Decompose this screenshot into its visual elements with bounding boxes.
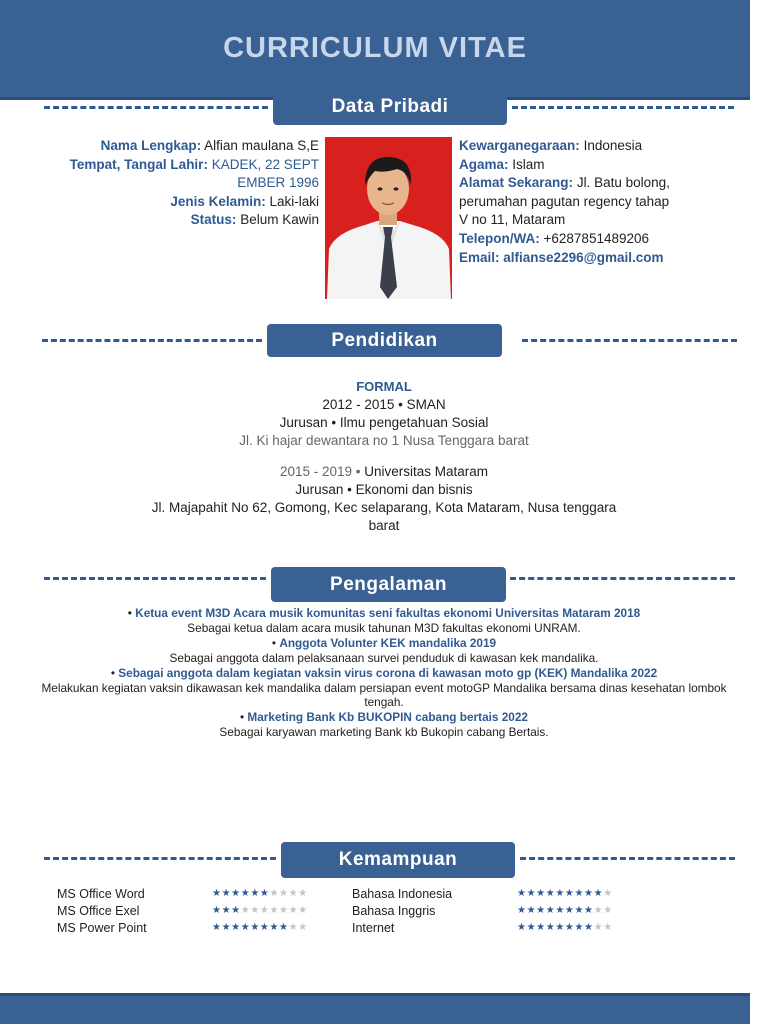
star-filled-icon: ★ [212, 888, 222, 899]
star-filled-icon: ★ [221, 904, 232, 916]
email-value[interactable]: alfianse2296@gmail.com [503, 249, 664, 265]
star-filled-icon: ★ [517, 921, 527, 933]
gender-value: Laki-laki [269, 193, 319, 209]
star-filled-icon: ★ [584, 888, 594, 899]
star-empty-icon: ★ [298, 921, 308, 933]
skill-name: MS Power Point [57, 920, 147, 935]
star-filled-icon: ★ [555, 888, 565, 899]
star-filled-icon: ★ [279, 921, 289, 933]
school2-address: Jl. Majapahit No 62, Gomong, Kec selaparang, Kota Mataram, Nusa tenggara [151, 500, 617, 515]
experience-title: Sebagai anggota dalam kegiatan vaksin virus corona di kawasan moto gp (KEK) Mandalika 2022 [118, 665, 658, 680]
nationality-value: Indonesia [583, 138, 643, 153]
divider-right [512, 106, 734, 109]
star-filled-icon: ★ [526, 888, 537, 899]
skills-right-ratings [517, 886, 647, 936]
email-label: Email: [459, 249, 500, 265]
divider-left [42, 339, 262, 342]
divider-left [44, 106, 268, 109]
email-row [459, 249, 744, 268]
address-value: Jl. Batu bolong, [576, 175, 670, 191]
star-empty-icon: ★ [603, 888, 613, 899]
profile-photo [325, 137, 452, 299]
skills-right-names [352, 886, 512, 936]
address-value-line3: V no 11, Mataram [459, 212, 566, 228]
birth-value: KADEK, 22 SEPT [211, 156, 319, 172]
formal-label: FORMAL [356, 379, 412, 394]
star-filled-icon: ★ [526, 904, 537, 916]
star-filled-icon: ★ [564, 921, 575, 933]
divider-right [510, 577, 735, 580]
section-title-personal: Data Pribadi [273, 89, 507, 125]
phone-value: +6287851489206 [543, 230, 650, 246]
star-filled-icon: ★ [574, 904, 585, 916]
star-filled-icon: ★ [574, 921, 585, 933]
star-empty-icon: ★ [288, 888, 299, 899]
skill-name: Internet [352, 920, 395, 935]
birth-value-cont: EMBER 1996 [237, 175, 319, 191]
skill-name: Bahasa Indonesia [352, 887, 453, 901]
school2-major: Jurusan • Ekonomi dan bisnis [295, 482, 473, 497]
experience-item: • Marketing Bank Kb BUKOPIN cabang bertais 2022 [239, 710, 528, 725]
skills-left-ratings [212, 886, 342, 936]
personal-info-left [40, 137, 319, 230]
star-empty-icon: ★ [279, 888, 289, 899]
divider-left [44, 577, 266, 580]
skill-name: Bahasa Inggris [352, 903, 436, 918]
star-empty-icon: ★ [288, 921, 299, 933]
skill-rating [517, 886, 647, 903]
star-filled-icon: ★ [231, 921, 241, 933]
star-filled-icon: ★ [517, 904, 527, 916]
experience-item: • Sebagai anggota dalam kegiatan vaksin virus corona di kawasan moto gp (KEK) Mandalika 2022 [110, 665, 658, 680]
experience-desc: Sebagai ketua dalam acara musik tahunan M3D fakultas ekonomi UNRAM. [187, 620, 581, 635]
nationality-label: Kewarganegaraan: [459, 138, 580, 153]
skill-rating [517, 903, 647, 920]
school2-years: 2015 - 2019 • [279, 464, 361, 479]
star-filled-icon: ★ [259, 888, 270, 899]
birth-row [40, 156, 319, 175]
star-empty-icon: ★ [288, 904, 299, 916]
experience-item: • Anggota Volunter KEK mandalika 2019 [271, 635, 497, 650]
star-filled-icon: ★ [231, 904, 241, 916]
footer-banner [0, 993, 750, 1024]
gender-label: Jenis Kelamin: [170, 193, 266, 209]
school2-header [60, 463, 708, 481]
star-filled-icon: ★ [545, 921, 556, 933]
star-empty-icon: ★ [269, 904, 280, 916]
star-filled-icon: ★ [212, 921, 222, 933]
school1-address: Jl. Ki hajar dewantara no 1 Nusa Tenggara barat [239, 433, 529, 448]
star-filled-icon: ★ [250, 921, 260, 933]
star-filled-icon: ★ [221, 921, 232, 933]
skill-rating [212, 886, 342, 903]
star-filled-icon: ★ [536, 921, 546, 933]
skill-rating [212, 903, 342, 920]
experience-desc: Sebagai karyawan marketing Bank kb Bukopin cabang Bertais. [219, 725, 549, 740]
star-empty-icon: ★ [279, 904, 289, 916]
experience-title: Marketing Bank Kb BUKOPIN cabang bertais 2022 [247, 710, 528, 725]
skill-rating [212, 920, 342, 937]
star-empty-icon: ★ [593, 921, 604, 933]
star-filled-icon: ★ [269, 921, 280, 933]
skills-left-names [57, 886, 207, 936]
star-empty-icon: ★ [269, 888, 280, 899]
experience-title: Anggota Volunter KEK mandalika 2019 [279, 635, 497, 650]
star-filled-icon: ★ [250, 888, 260, 899]
section-title-skills: Kemampuan [281, 842, 515, 878]
star-filled-icon: ★ [584, 921, 594, 933]
religion-value: Islam [512, 156, 545, 172]
name-label: Nama Lengkap: [100, 138, 202, 153]
star-empty-icon: ★ [298, 888, 308, 899]
status-value: Belum Kawin [240, 212, 319, 228]
star-filled-icon: ★ [536, 888, 546, 899]
star-empty-icon: ★ [250, 904, 260, 916]
star-empty-icon: ★ [240, 904, 251, 916]
star-filled-icon: ★ [240, 888, 251, 899]
star-filled-icon: ★ [517, 888, 527, 899]
star-empty-icon: ★ [298, 904, 308, 916]
star-empty-icon: ★ [259, 904, 270, 916]
star-filled-icon: ★ [555, 904, 565, 916]
star-filled-icon: ★ [536, 904, 546, 916]
school1-major: Jurusan • Ilmu pengetahuan Sosial [279, 415, 489, 430]
skill-name: MS Office Word [57, 887, 145, 901]
star-filled-icon: ★ [545, 888, 556, 899]
religion-label: Agama: [459, 156, 509, 172]
star-filled-icon: ★ [564, 904, 575, 916]
status-row [40, 211, 319, 230]
address-value-line2: perumahan pagutan regency tahap [459, 193, 670, 209]
star-filled-icon: ★ [574, 888, 585, 899]
star-filled-icon: ★ [231, 888, 241, 899]
person-illustration [325, 137, 452, 299]
gender-row [40, 193, 319, 212]
star-filled-icon: ★ [212, 904, 222, 916]
star-filled-icon: ★ [564, 888, 575, 899]
experience-title: Ketua event M3D Acara musik komunitas seni fakultas ekonomi Universitas Mataram 2018 [135, 606, 641, 620]
school1-years: 2012 - 2015 • SMAN [322, 397, 446, 412]
section-title-education: Pendidikan [267, 324, 502, 357]
star-filled-icon: ★ [221, 888, 232, 899]
experience-desc: Melakukan kegiatan vaksin dikawasan kek mandalika dalam persiapan event motoGP Mandalika bersama dinas kesehatan lombok tengah. [41, 680, 727, 710]
status-label: Status: [190, 212, 237, 228]
star-empty-icon: ★ [603, 921, 613, 933]
page-title: CURRICULUM VITAE [223, 32, 527, 64]
school2-name: Universitas Mataram [364, 464, 489, 479]
skill-name: MS Office Exel [57, 903, 140, 918]
divider-right [522, 339, 737, 342]
star-filled-icon: ★ [593, 888, 604, 899]
star-filled-icon: ★ [555, 921, 565, 933]
divider-left [44, 857, 276, 860]
address-label: Alamat Sekarang: [459, 175, 574, 191]
phone-label: Telepon/WA: [459, 230, 540, 246]
star-filled-icon: ★ [259, 921, 270, 933]
experience-desc: Sebagai anggota dalam pelaksanaan survei penduduk di kawasan kek mandalika. [169, 650, 599, 665]
header-banner [0, 0, 750, 100]
star-empty-icon: ★ [593, 904, 604, 916]
personal-info-right [459, 137, 744, 267]
religion-row [459, 156, 744, 175]
name-value: Alfian maulana S,E [204, 138, 319, 153]
experience-item: • Ketua event M3D Acara musik komunitas seni fakultas ekonomi Universitas Mataram 2018 [127, 606, 641, 620]
education-content [60, 378, 708, 535]
star-empty-icon: ★ [603, 904, 613, 916]
birth-label: Tempat, Tangal Lahir: [69, 156, 208, 172]
school2-address-cont: barat [368, 518, 400, 533]
star-filled-icon: ★ [526, 921, 537, 933]
nationality-row [459, 137, 744, 156]
star-filled-icon: ★ [584, 904, 594, 916]
star-filled-icon: ★ [240, 921, 251, 933]
section-title-experience: Pengalaman [271, 567, 506, 602]
skill-rating [517, 920, 647, 937]
address-row [459, 174, 744, 193]
name-row [40, 137, 319, 156]
star-filled-icon: ★ [545, 904, 556, 916]
experience-list [40, 606, 728, 740]
divider-right [520, 857, 735, 860]
phone-row [459, 230, 744, 249]
